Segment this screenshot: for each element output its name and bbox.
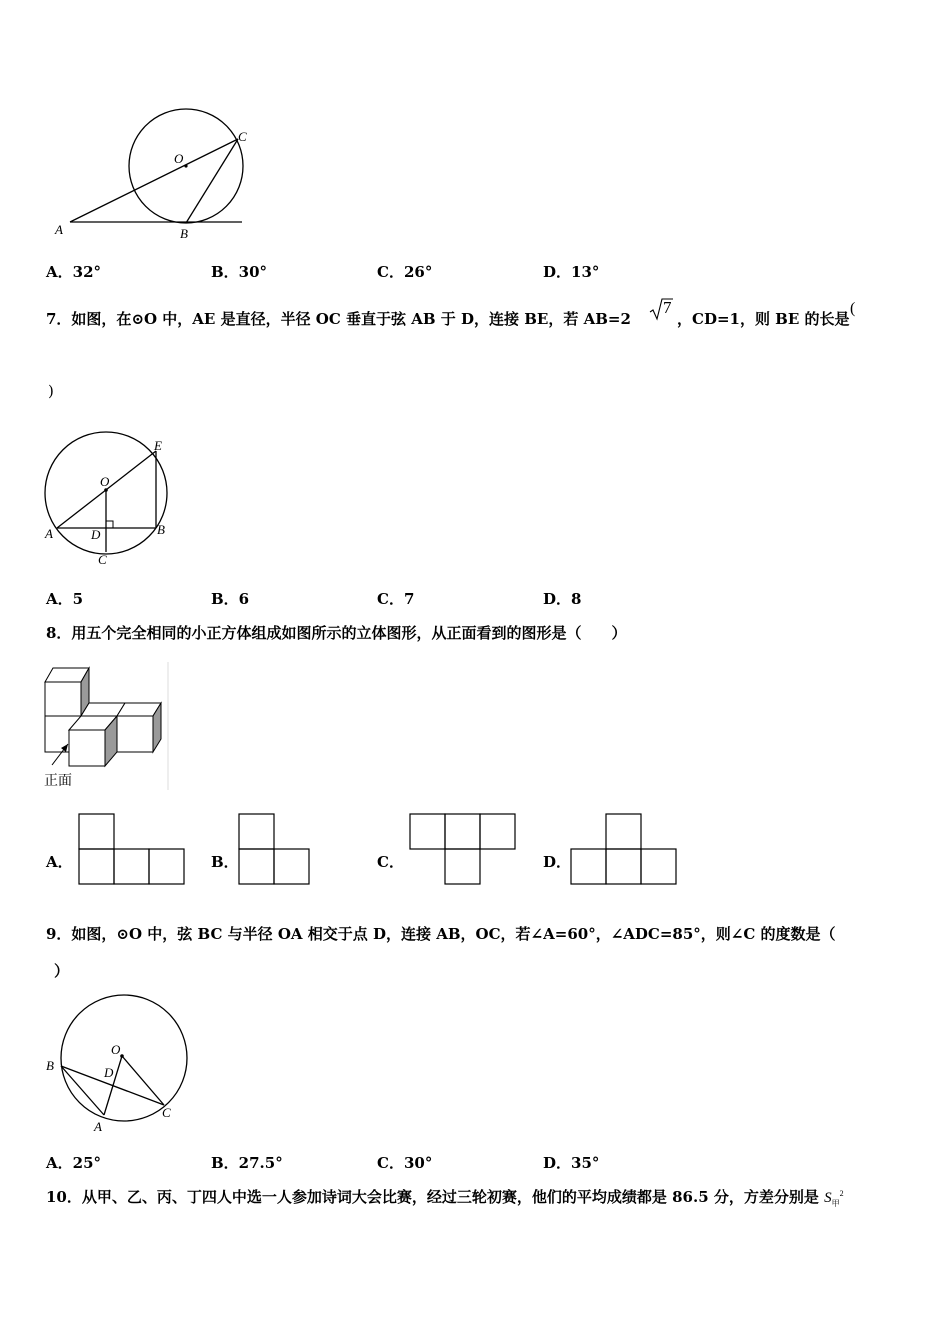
q8-question-text: 8．用五个完全相同的小正方体组成如图所示的立体图形，从正面看到的图形是（ ） [46,624,627,642]
q7-open-paren: ( [850,300,856,317]
q7-sqrt-radicand: 7 [663,298,672,317]
q6-center-point [184,164,187,167]
q8-option-a-figure[interactable] [74,812,188,888]
q7-option-b: B．6 [211,590,250,608]
q8-front-label: 正面 [44,773,72,789]
q6-label-o: O [174,151,184,166]
q10-variance-subscript: 甲 [831,1199,840,1208]
q8-option-c-letter: C． [377,853,404,871]
q6-option-a: A．32° [46,263,102,281]
q9-option-d: D．35° [543,1154,600,1172]
q9-chord-ab [61,1066,104,1115]
q8-option-d-letter: D． [543,853,572,871]
q9-option-c: C．30° [377,1154,433,1172]
q9-label-o: O [111,1042,121,1057]
q8-option-d-figure[interactable] [566,812,682,888]
q8-option-c-figure[interactable] [405,812,521,888]
q9-figure [40,990,190,1136]
q10-text: 10．从甲、乙、丙、丁四人中选一人参加诗词大会比赛，经过三轮初赛，他们的平均成绩都是 86.5 分，方差分别是 [46,1188,819,1206]
q7-close-paren: ) [48,382,54,400]
q9-option-b: B．27.5° [211,1154,283,1172]
q9-close-paren: ） [54,962,70,980]
q7-option-c: C．7 [377,590,415,608]
q9-center-point [120,1054,124,1058]
q7-label-d: D [91,527,101,542]
q9-label-a: A [94,1119,102,1134]
q7-right-angle-mark [106,521,113,528]
q9-option-a: A．25° [46,1154,102,1172]
q10-variance-superscript: 2 [839,1189,844,1198]
q7-label-c: C [98,552,107,567]
q10-variance-symbol: $S_甲^2$ [824,1189,844,1208]
q6-label-c: C [238,129,247,144]
q8-option-b-figure[interactable] [234,812,314,888]
q7-question-text [46,308,631,329]
q7-text-after: ，CD=1，则 BE 的长是 [677,310,850,328]
q6-label-b: B [180,226,188,241]
q7-label-b: B [157,522,165,537]
q6-option-d: D．13° [543,263,600,281]
q10-question-text [46,1186,844,1209]
q7-label-a: A [45,526,53,541]
q7-label-o: O [100,474,110,489]
q7-figure [38,428,178,570]
q9-label-b: B [46,1058,54,1073]
q9-question-text: 9．如图，⊙O 中，弦 BC 与半径 OA 相交于点 D，连接 AB，OC，若∠A=60°，∠ADC=85°，则∠C 的度数是（ [46,925,836,943]
q7-label-e: E [154,438,162,453]
q7-option-d: D．8 [543,590,582,608]
q7-text-before: 7．如图，在⊙O 中，AE 是直径，半径 OC 垂直于弦 AB 于 D，连接 BE，若 AB=2 [46,310,631,328]
q9-label-c: C [162,1105,171,1120]
q6-option-b: B．30° [211,263,268,281]
q7-option-a: A．5 [46,590,84,608]
q9-label-d: D [104,1065,114,1080]
q6-figure [50,100,250,245]
q8-option-b-letter: B． [211,853,239,871]
q6-option-c: C．26° [377,263,433,281]
q8-option-a-letter: A． [46,853,73,871]
q6-label-a: A [55,222,63,237]
